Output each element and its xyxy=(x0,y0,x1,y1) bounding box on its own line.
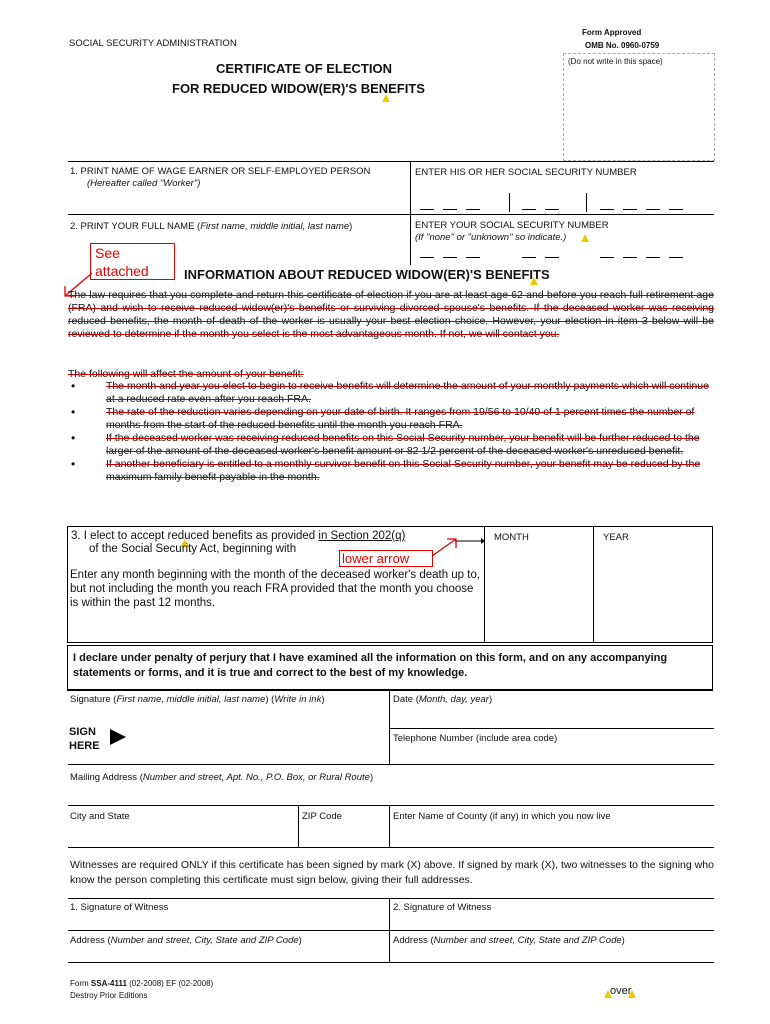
text-cursor-marker xyxy=(628,990,636,998)
telephone-field[interactable] xyxy=(393,745,711,763)
info-bullet: • If another beneficiary is entitled to a monthly survivor benefit on this Social Security number, your benefit may be reduced by the maximum family benefit payable in the month. xyxy=(68,458,710,484)
lower-arrow-annotation[interactable]: lower arrow xyxy=(339,550,433,567)
election-year-field[interactable] xyxy=(597,546,709,640)
signature-field[interactable] xyxy=(132,712,386,762)
do-not-write-note: (Do not write in this space) xyxy=(568,57,663,66)
info-bullet-list xyxy=(68,380,710,484)
your-ssn-label: ENTER YOUR SOCIAL SECURITY NUMBER xyxy=(415,220,609,231)
rule xyxy=(68,962,714,963)
signature-label: Signature (First name, middle initial, last name) (Write in ink) xyxy=(70,694,325,705)
agency-name: SOCIAL SECURITY ADMINISTRATION xyxy=(69,38,237,49)
form-title-line1: CERTIFICATE OF ELECTION xyxy=(216,61,392,76)
worker-ssn-field[interactable] xyxy=(418,188,710,212)
destroy-prior-editions: Destroy Prior Editions xyxy=(70,991,148,1000)
rule xyxy=(68,214,714,215)
form-number: Form SSA-4111 (02-2008) EF (02-2008) xyxy=(70,979,214,988)
your-name-label: 2. PRINT YOUR FULL NAME (First name, middle initial, last name) xyxy=(70,221,353,232)
rule xyxy=(68,930,714,931)
zip-label: ZIP Code xyxy=(302,811,342,822)
rule xyxy=(68,898,714,899)
city-state-label: City and State xyxy=(70,811,130,822)
date-field[interactable] xyxy=(393,706,711,726)
rule xyxy=(389,805,390,847)
form-title-line2: FOR REDUCED WIDOW(ER)'S BENEFITS xyxy=(172,81,425,96)
rule xyxy=(593,526,594,643)
date-label: Date (Month, day, year) xyxy=(393,694,493,705)
form-approved: Form Approved xyxy=(582,28,642,37)
over-link[interactable]: over xyxy=(610,985,632,997)
election-statement-line1: 3. I elect to accept reduced benefits as provided in Section 202(q) xyxy=(71,530,406,542)
annotation-arrow-icon xyxy=(430,536,460,558)
info-heading: INFORMATION ABOUT REDUCED WIDOW(ER)'S BENEFITS xyxy=(184,267,550,282)
worker-name-label: 1. PRINT NAME OF WAGE EARNER OR SELF-EMPLOYED PERSON xyxy=(70,166,371,177)
county-label: Enter Name of County (if any) in which you now live xyxy=(393,811,611,822)
telephone-label: Telephone Number (include area code) xyxy=(393,733,558,744)
rule xyxy=(68,847,714,848)
month-label: MONTH xyxy=(494,532,529,543)
rule xyxy=(68,764,714,765)
witness-note: Witnesses are required ONLY if this certificate has been signed by mark (X) above. If signed by mark (X), two witnesses to the signing who know the person completing this certificate must sign below, giving their full addresses. xyxy=(70,859,714,886)
your-name-field[interactable] xyxy=(180,233,406,263)
office-use-box xyxy=(563,53,715,161)
info-paragraph: The law requires that you complete and return this certificate of election if you are at least age 62 and before you reach full retirement age (FRA) and wish to receive reduced widow(er)'s benefits or surviving divorced spouse's benefits. If the deceased worker was receiving reduced benefits, the month of death of the worker is usually your best election choice. However, your election in item 3 below will be reviewed to determine if the month you select is the most advantageous month. If not, we will contact you. xyxy=(68,289,714,340)
county-field[interactable] xyxy=(393,823,711,845)
sign-here-arrow-icon xyxy=(110,729,126,745)
omb-number: OMB No. 0960-0759 xyxy=(585,41,660,50)
witness1-signature-field[interactable] xyxy=(70,914,386,928)
witness2-signature-label: 2. Signature of Witness xyxy=(393,902,492,913)
year-label: YEAR xyxy=(603,532,629,543)
info-bullet: • If the deceased worker was receiving reduced benefits on this Social Security number, your benefit will be further reduced to the larger of the amount of the deceased worker's benefit amount or 82 1/2 percent of the deceased worker's unreduced benefit. xyxy=(68,432,710,458)
rule xyxy=(68,805,714,806)
rule xyxy=(389,728,714,729)
city-state-field[interactable] xyxy=(70,823,296,845)
perjury-declaration: I declare under penalty of perjury that I have examined all the information on this form, and on any accompanying statements or forms, and it is true and correct to the best of my knowledge. xyxy=(73,652,668,679)
witness2-address-field[interactable] xyxy=(393,947,711,961)
rule xyxy=(298,805,299,847)
info-bullet: • The rate of the reduction varies depending on your date of birth. It ranges from 19/56 to 10/40 of 1 percent times the number of months from the start of the reduced benefits until the month you reach FRA. xyxy=(68,406,710,432)
sign-here-label: SIGN HERE xyxy=(69,726,100,752)
your-ssn-field[interactable] xyxy=(418,240,710,264)
witness2-signature-field[interactable] xyxy=(393,914,711,928)
text-cursor-marker xyxy=(604,990,612,998)
mailing-address-label: Mailing Address (Number and street, Apt. No., P.O. Box, or Rural Route) xyxy=(70,772,374,783)
info-list-intro: The following will affect the amount of your benefit: xyxy=(68,368,304,380)
text-cursor-marker xyxy=(382,94,390,102)
worker-name-sublabel: (Hereafter called "Worker") xyxy=(87,178,201,189)
see-attached-annotation[interactable]: See attached xyxy=(90,243,175,280)
info-bullet: • The month and year you elect to begin to receive benefits will determine the amount of your monthly payments which will continue at a reduced rate even after you reach FRA. xyxy=(68,380,710,406)
witness1-address-label: Address (Number and street, City, State and ZIP Code) xyxy=(70,935,302,946)
worker-name-field[interactable] xyxy=(70,190,406,212)
rule xyxy=(410,161,411,265)
witness2-address-label: Address (Number and street, City, State and ZIP Code) xyxy=(393,935,625,946)
rule xyxy=(68,161,714,162)
worker-ssn-label: ENTER HIS OR HER SOCIAL SECURITY NUMBER xyxy=(415,167,637,178)
election-statement-line2: of the Social Security Act, beginning with xyxy=(89,543,297,555)
witness1-address-field[interactable] xyxy=(70,947,386,961)
zip-field[interactable] xyxy=(302,823,387,845)
text-cursor-marker xyxy=(530,277,538,285)
your-ssn-sublabel: (If "none" or "unknown" so indicate.) xyxy=(415,232,567,243)
election-month-field[interactable] xyxy=(488,546,590,640)
witness1-signature-label: 1. Signature of Witness xyxy=(70,902,169,913)
mailing-address-field[interactable] xyxy=(70,784,710,804)
election-instructions: Enter any month beginning with the month of the deceased worker's death up to, but not including the month you reach FRA provided that the month you choose is within the past 12 months. xyxy=(70,569,481,609)
